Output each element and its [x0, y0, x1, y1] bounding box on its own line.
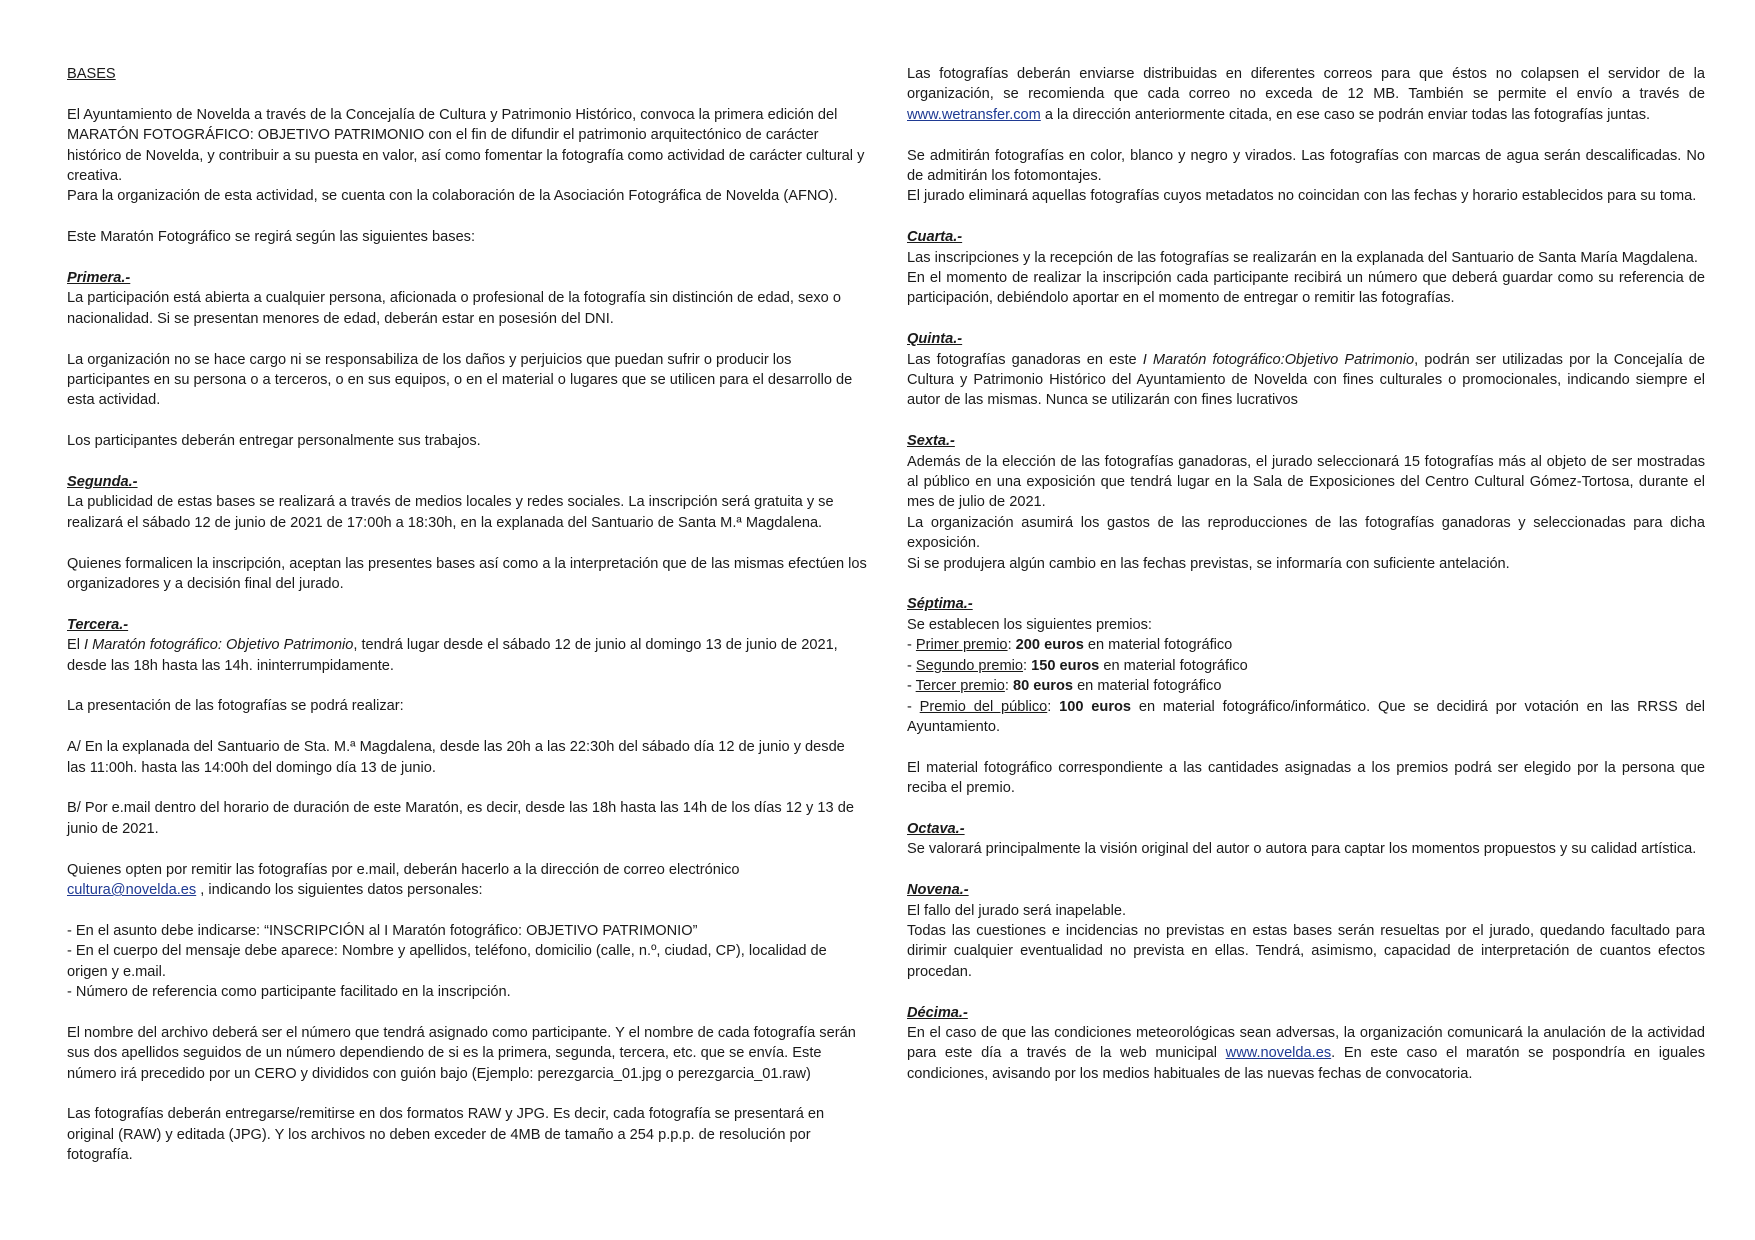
tercera-formats-paragraph: Las fotografías deberán entregarse/remitirse en dos formatos RAW y JPG. Es decir, cada fotografía se presentará en original (RAW) y editada (JPG). Y los archivos no deben exceder de 4MB de tamaño a 254 p.p.p. de resolución por fotografía. [67, 1106, 825, 1164]
right-column [907, 64, 1705, 1084]
septima-paragraph-2: El material fotográfico correspondiente a las cantidades asignadas a los premios podrá ser elegido por la persona que reciba el premio. [907, 759, 1705, 797]
bases-heading: BASES [67, 66, 116, 82]
sexta-paragraph-2: La organización asumirá los gastos de las reproducciones de las fotografías ganadoras y seleccionadas para dicha exposición. [907, 514, 1705, 552]
segunda-paragraph-1: La publicidad de estas bases se realizará a través de medios locales y redes sociales. La inscripción será gratuita y se realizará el sábado 12 de junio de 2021 de 17:00h a 18:30h, en la explanada del Santuario de Santa M.ª Magdalena. [67, 494, 834, 531]
tercera-email-pre: Quienes opten por remitir las fotografías por e.mail, deberán hacerlo a la dirección de correo electrónico [67, 861, 740, 878]
primera-paragraph-2: La organización no se hace cargo ni se responsabiliza de los daños y perjuicios que puedan sufrir o producir los participantes en su persona o a terceros, o en sus equipos, o en el material o lugares que se utilicen para el desarrollo de esta actividad. [67, 351, 853, 409]
prize-dash: - [907, 698, 920, 715]
prize-sep: : [1004, 678, 1013, 695]
decima-post: . En este caso el maratón se pospondría en iguales condiciones, avisando por los medios habituales de las nuevas fechas de convocatoria. [907, 1045, 1705, 1082]
prize-amount: 80 euros [1012, 678, 1074, 695]
prize-sep: : [1047, 698, 1060, 715]
quinta-paragraph [907, 350, 1705, 411]
list-item: - En el cuerpo del mensaje debe aparece: Nombre y apellidos, teléfono, domicilio (calle, n.º, ciudad, CP), localidad de origen y e.mail. [67, 943, 827, 980]
left-column [67, 64, 867, 1166]
tercera-p1-pre: El [67, 637, 85, 654]
octava-paragraph: Se valorará principalmente la visión original del autor o autora para captar los momentos propuestos y su calidad artística. [907, 841, 1697, 858]
sexta-paragraph-1: Además de la elección de las fotografías ganadoras, el jurado seleccionará 15 fotografías más al objeto de ser mostradas al público en una exposición que tendrá lugar en la Sala de Exposiciones del Centro Cultural Gómez-Tortosa, durante el mes de julio de 2021. [907, 453, 1705, 511]
novelda-web-link[interactable]: www.novelda.es [1225, 1045, 1332, 1062]
section-title-cuarta: Cuarta.- [907, 229, 963, 246]
distribution-post: a la dirección anteriormente citada, en ese caso se podrán enviar todas las fotografías juntas. [1040, 106, 1651, 123]
tercera-p1-post: , tendrá lugar desde el sábado 12 de junio al domingo 13 de junio de 2021, desde las 18h hasta las 14h. ininterrumpidamente. [67, 637, 838, 674]
prize-amount: 100 euros [1059, 698, 1132, 715]
prize-rest: en material fotográfico/informático. Que se decidirá por votación en las RRSS del Ayuntamiento. [907, 698, 1705, 735]
intro-paragraph: El Ayuntamiento de Novelda a través de la Concejalía de Cultura y Patrimonio Histórico, convoca la primera edición del MARATÓN FOTOGRÁFICO: OBJETIVO PATRIMONIO con el fin de difundir el patrimonio arquitectónico de carácter histórico de Novelda, y contribuir a su puesta en valor, así como fomentar la fotografía como actividad de carácter cultural y creativa. [67, 106, 865, 185]
wetransfer-link[interactable]: www.wetransfer.com [907, 106, 1041, 123]
prize-sep: : [1007, 637, 1016, 654]
section-title-quinta: Quinta.- [907, 331, 963, 348]
section-title-septima: Séptima.- [907, 596, 973, 613]
section-title-octava: Octava.- [907, 820, 965, 837]
prize-dash: - [907, 657, 916, 674]
event-name-italic: I Maratón fotográfico: Objetivo Patrimonio [84, 637, 354, 654]
prize-name: Premio del público [919, 698, 1048, 715]
metadata-paragraph: El jurado eliminará aquellas fotografías cuyos metadatos no coincidan con las fechas y horario establecidos para su toma. [907, 188, 1697, 205]
prize-dash: - [907, 678, 916, 695]
quinta-post: , podrán ser utilizadas por la Concejalía de Cultura y Patrimonio Histórico del Ayuntamiento de Novelda con fines culturales o promocionales, indicando siempre el autor de las mismas. Nunca se utilizarán con fines lucrativos [907, 351, 1705, 409]
prize-rest: en material fotográfico [1083, 637, 1233, 654]
prize-amount: 200 euros [1015, 637, 1084, 654]
email-link[interactable]: cultura@novelda.es [67, 882, 197, 899]
prize-item [907, 635, 1705, 655]
novena-paragraph-1: El fallo del jurado será inapelable. [907, 902, 1127, 919]
sexta-paragraph-3: Si se produjera algún cambio en las fechas previstas, se informaría con suficiente antelación. [907, 555, 1510, 572]
prize-amount: 150 euros [1031, 657, 1100, 674]
list-item: - Número de referencia como participante facilitado en la inscripción. [67, 984, 511, 1001]
tercera-option-a: A/ En la explanada del Santuario de Sta. M.ª Magdalena, desde las 20h a las 22:30h del sábado día 12 de junio y desde las 11:00h. hasta las 14:00h del domingo día 13 de junio. [67, 739, 845, 776]
prize-sep: : [1023, 657, 1032, 674]
tercera-option-b: B/ Por e.mail dentro del horario de duración de este Maratón, es decir, desde las 18h hasta las 14h de los días 12 y 13 de junio de 2021. [67, 800, 854, 837]
prize-item [907, 697, 1705, 738]
cuarta-paragraph-2: En el momento de realizar la inscripción cada participante recibirá un número que deberá guardar como su referencia de participación, debiéndolo aportar en el momento de entregar o remitir las fotografías. [907, 270, 1705, 307]
prize-name: Primer premio [915, 637, 1008, 654]
decima-paragraph [907, 1023, 1705, 1084]
intro-collaboration: Para la organización de esta actividad, se cuenta con la colaboración de la Asociación Fotográfica de Novelda (AFNO). [67, 188, 838, 205]
tercera-email-post: , indicando los siguientes datos personales: [196, 882, 483, 899]
segunda-paragraph-2: Quienes formalicen la inscripción, aceptan las presentes bases así como a la interpretación que de las mismas efectúen los organizadores y a decisión final del jurado. [67, 555, 867, 593]
intro-rules: Este Maratón Fotográfico se regirá según las siguientes bases: [67, 229, 476, 246]
septima-intro: Se establecen los siguientes premios: [907, 616, 1152, 633]
quinta-pre: Las fotografías ganadoras en este [907, 351, 1143, 368]
cuarta-paragraph-1: Las inscripciones y la recepción de las fotografías se realizarán en la explanada del Santuario de Santa María Magdalena. [907, 249, 1698, 266]
accepted-photos-paragraph: Se admitirán fotografías en color, blanco y negro y virados. Las fotografías con marcas de agua serán descalificadas. No de admitirán los fotomontajes. [907, 147, 1705, 185]
email-distribution-paragraph [907, 64, 1705, 125]
prize-rest: en material fotográfico [1073, 678, 1222, 695]
section-title-tercera: Tercera.- [67, 616, 129, 633]
quinta-event-italic: I Maratón fotográfico:Objetivo Patrimonio [1142, 351, 1415, 368]
section-title-novena: Novena.- [907, 882, 969, 899]
prize-name: Tercer premio [915, 678, 1005, 695]
decima-pre: En el caso de que las condiciones meteorológicas sean adversas, la organización comunicará la anulación de la actividad para este día a través de la web municipal [907, 1024, 1705, 1062]
section-title-sexta: Sexta.- [907, 433, 955, 450]
section-title-segunda: Segunda.- [67, 474, 138, 491]
tercera-filename-paragraph: El nombre del archivo deberá ser el número que tendrá asignado como participante. Y el nombre de cada fotografía serán sus dos apellidos seguidos de un número dependiendo de si es la primera, segunda, tercera, etc. que se envía. Este número irá precedido por un CERO y divididos con guión bajo (Ejemplo: perezgarcia_01.jpg o perezgarcia_01.raw) [67, 1024, 856, 1082]
prize-dash: - [907, 637, 916, 654]
primera-paragraph-3: Los participantes deberán entregar personalmente sus trabajos. [67, 433, 481, 450]
tercera-paragraph-1 [67, 635, 867, 676]
section-title-decima: Décima.- [907, 1004, 968, 1021]
distribution-pre: Las fotografías deberán enviarse distribuidas en diferentes correos para que éstos no colapsen el servidor de la organización, se recomienda que cada correo no exceda de 12 MB. También se permite el envío a través de [907, 66, 1705, 103]
prize-name: Segundo premio [915, 657, 1024, 674]
tercera-paragraph-2: La presentación de las fotografías se podrá realizar: [67, 698, 404, 715]
list-item: - En el asunto debe indicarse: “INSCRIPCIÓN al I Maratón fotográfico: OBJETIVO PATRIMONIO” [67, 922, 698, 939]
novena-paragraph-2: Todas las cuestiones e incidencias no previstas en estas bases serán resueltas por el jurado, quedando facultado para dirimir cualquier eventualidad no prevista en ellas. Tendrá, asimismo, capacidad de interpretación de cuantos efectos procedan. [907, 922, 1705, 980]
prize-item [907, 656, 1705, 676]
tercera-email-paragraph [67, 860, 867, 901]
section-title-primera: Primera.- [67, 270, 131, 287]
prize-item [907, 676, 1705, 696]
prize-rest: en material fotográfico [1099, 657, 1248, 674]
primera-paragraph-1: La participación está abierta a cualquier persona, aficionada o profesional de la fotografía sin distinción de edad, sexo o nacionalidad. Si se presentan menores de edad, deberán estar en posesión del DNI. [67, 290, 841, 327]
